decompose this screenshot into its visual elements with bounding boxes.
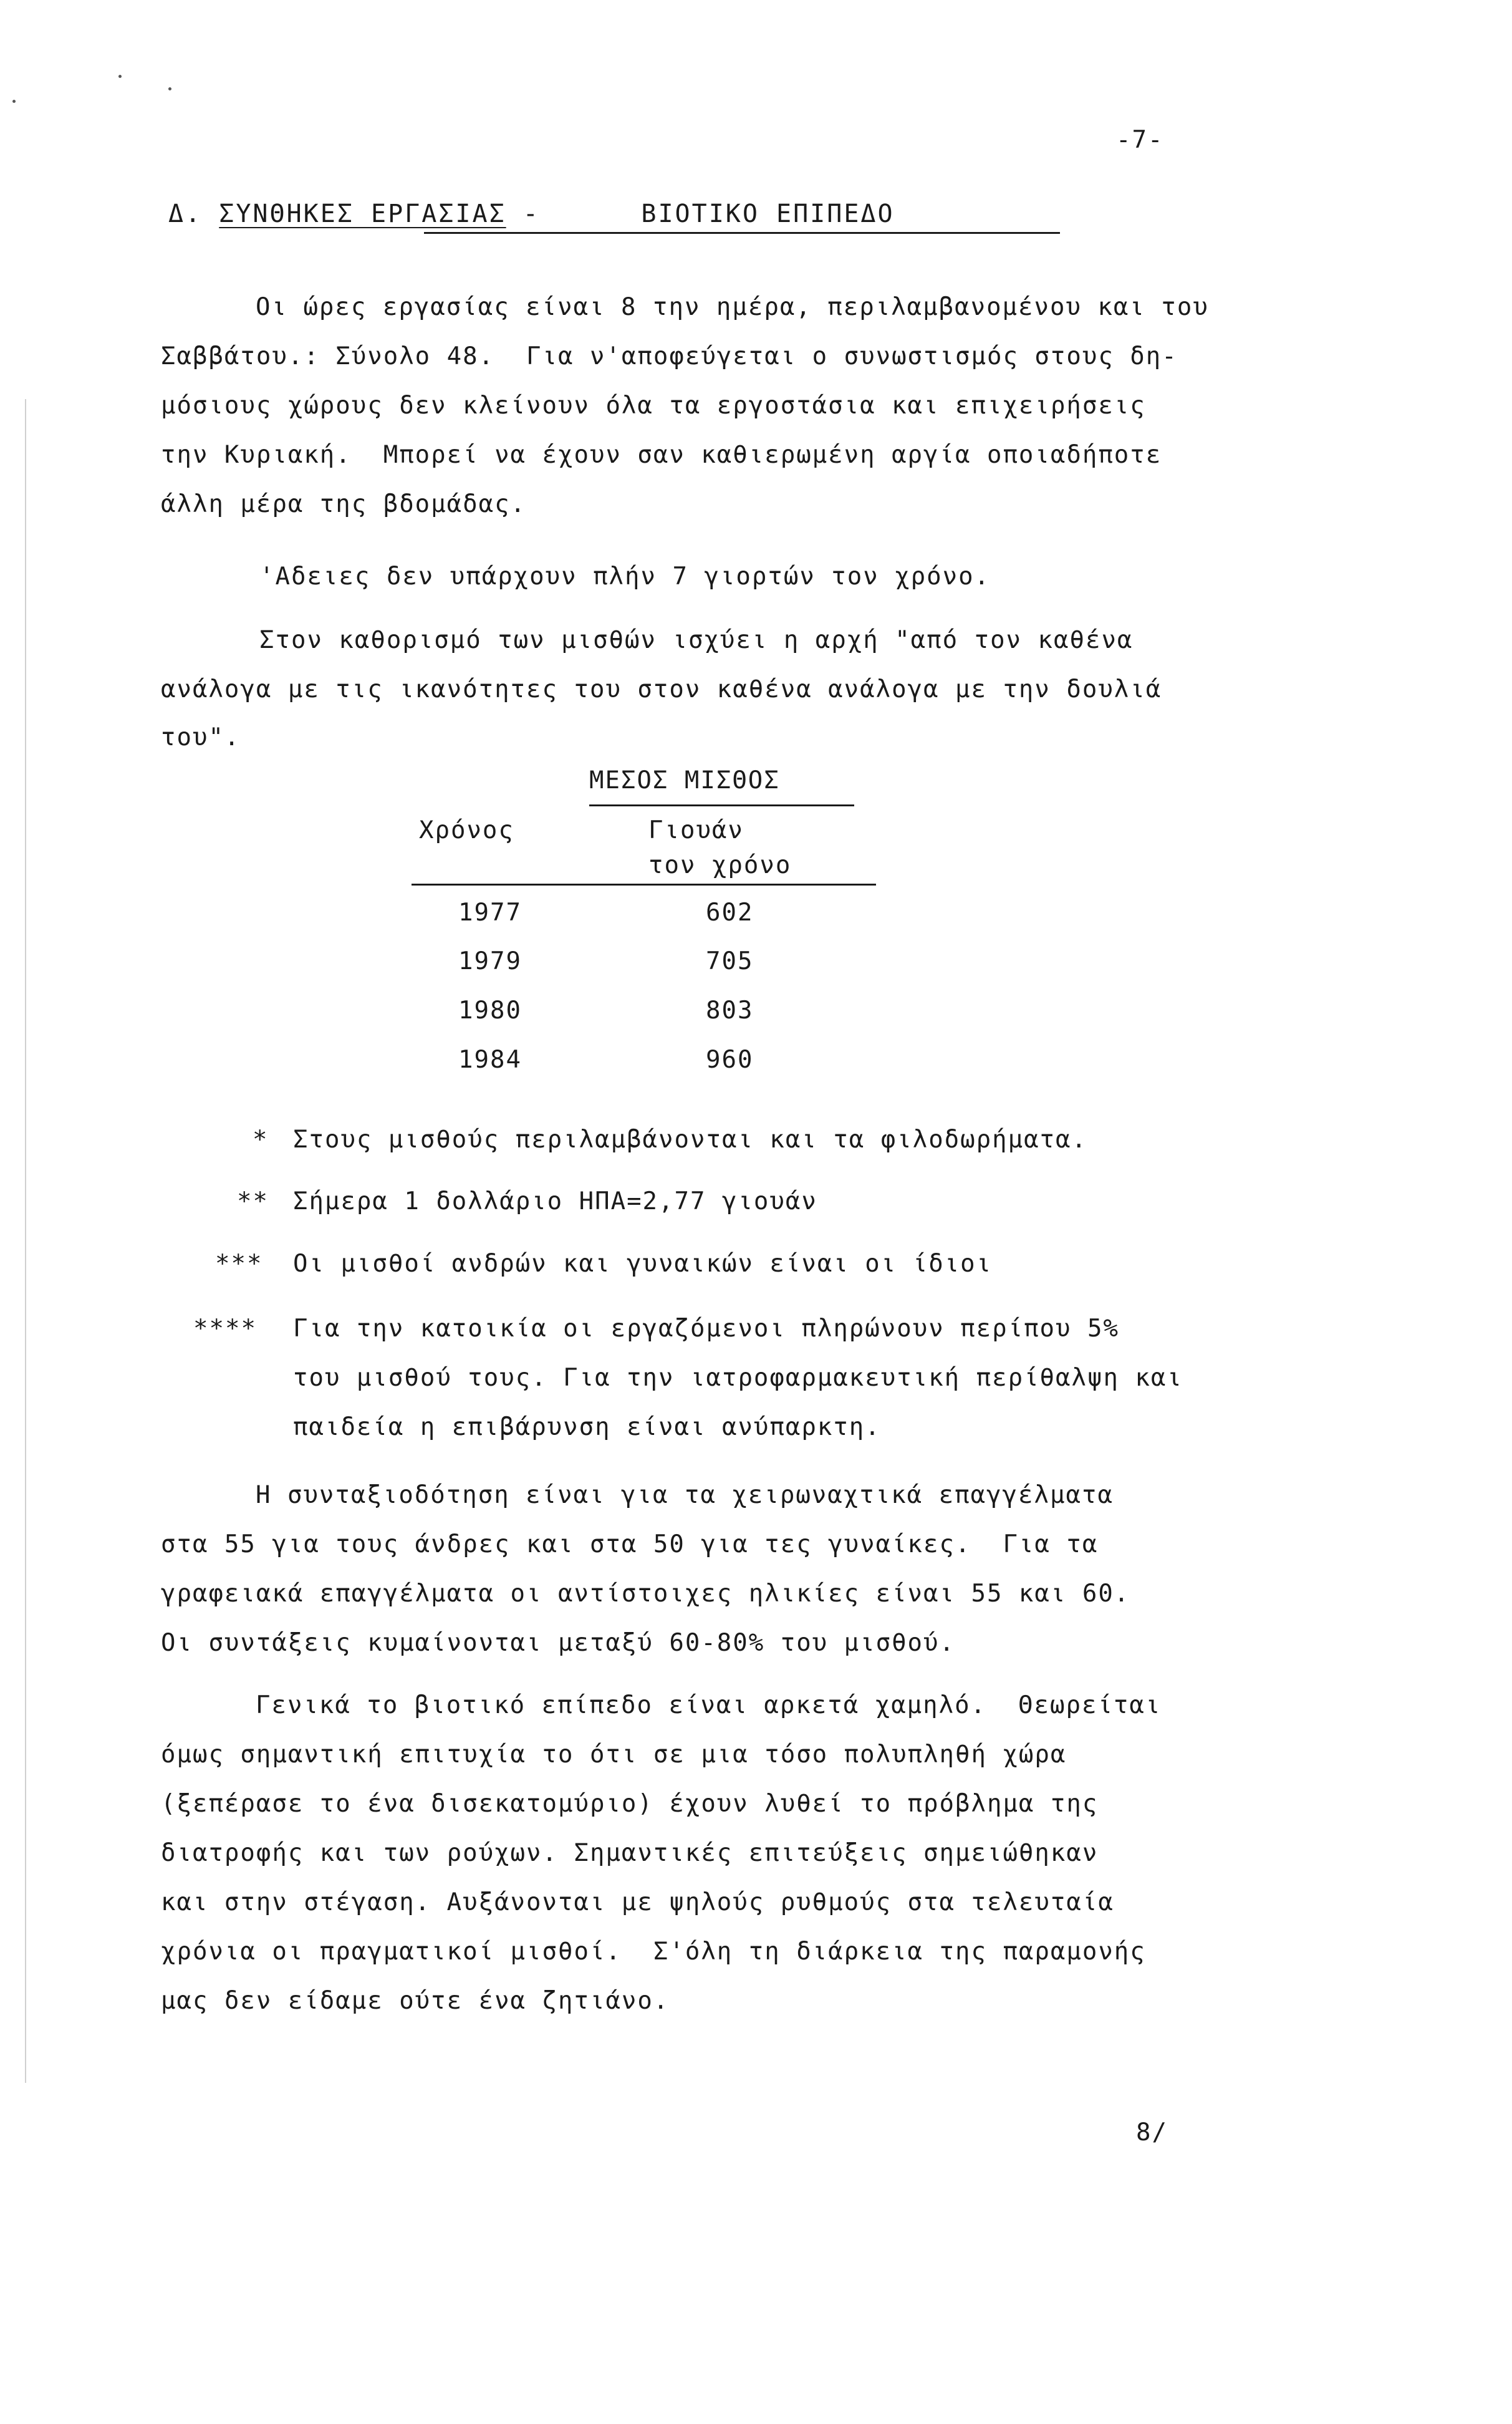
table-cell-value: 705 <box>706 947 754 975</box>
paragraph-line: του". <box>161 723 241 751</box>
paragraph-line: και στην στέγαση. Αυξάνονται με ψηλούς ρυθμούς στα τελευταία <box>161 1888 1114 1916</box>
section-heading <box>168 200 895 228</box>
section-title: ΣΥΝΘΗΚΕΣ ΕΡΓΑΣΙΑΣ <box>219 200 506 228</box>
paragraph-line: μας δεν είδαμε ούτε ένα ζητιάνο. <box>161 1987 670 2015</box>
paragraph-line: στα 55 για τους άνδρες και στα 50 για τες γυναίκες. Για τα <box>161 1530 1099 1558</box>
table-cell-year: 1979 <box>458 947 522 975</box>
scan-speck <box>118 75 122 78</box>
section-letter: Δ. <box>168 200 203 228</box>
paragraph-line: Η συνταξιοδότηση είναι για τα χειρωναχτικά επαγγέλματα <box>256 1481 1114 1509</box>
table-cell-year: 1984 <box>458 1046 522 1074</box>
paragraph-line: μόσιους χώρους δεν κλείνουν όλα τα εργοστάσια και επιχειρήσεις <box>161 392 1146 420</box>
scan-speck <box>168 87 171 90</box>
table-cell-value: 960 <box>706 1046 754 1074</box>
section-subtitle: ΒΙΟΤΙΚΟ ΕΠΙΠΕΔΟ <box>641 200 895 228</box>
paragraph-line: Οι συντάξεις κυμαίνονται μεταξύ 60-80% του μισθού. <box>161 1629 955 1657</box>
paragraph-line: την Κυριακή. Μπορεί να έχουν σαν καθιερωμένη αργία οποιαδήποτε <box>161 441 1162 469</box>
table-header-rule <box>412 884 876 886</box>
heading-dash: - <box>522 200 540 228</box>
paragraph-line: Στον καθορισμό των μισθών ισχύει η αρχή "από τον καθένα <box>259 626 1134 654</box>
paragraph-line: γραφειακά επαγγέλματα οι αντίστοιχες ηλικίες είναι 55 και 60. <box>161 1580 1130 1608</box>
table-cell-value: 803 <box>706 997 754 1025</box>
paragraph-line: Σαββάτου.: Σύνολο 48. Για ν'αποφεύγεται ο συνωστισμός στους δη- <box>161 342 1178 370</box>
paragraph-line: 'Αδειες δεν υπάρχουν πλήν 7 γιορτών τον χρόνο. <box>259 563 991 591</box>
column-header-year: Χρόνος <box>419 816 514 844</box>
footnote-text: Οι μισθοί ανδρών και γυναικών είναι οι ίδιοι <box>293 1250 993 1278</box>
table-title: ΜΕΣΟΣ ΜΙΣΘΟΣ <box>589 766 780 794</box>
heading-underline <box>424 232 1060 234</box>
paragraph-line: Οι ώρες εργασίας είναι 8 την ημέρα, περιλαμβανομένου και του <box>256 293 1209 321</box>
next-page-marker: 8/ <box>1136 2118 1168 2146</box>
footnote-mark: * <box>253 1126 269 1154</box>
page-number: -7- <box>1116 126 1164 154</box>
table-cell-year: 1980 <box>458 997 522 1025</box>
footnote-text: Στους μισθούς περιλαμβάνονται και τα φιλοδωρήματα. <box>293 1126 1087 1154</box>
paragraph-line: χρόνια οι πραγματικοί μισθοί. Σ'όλη τη διάρκεια της παραμονής <box>161 1938 1146 1966</box>
footnote-text: Για την κατοικία οι εργαζόμενοι πληρώνουν περίπου 5% <box>293 1315 1119 1343</box>
scan-margin-line <box>25 399 26 2083</box>
scan-speck <box>12 100 16 103</box>
column-header-yuan: Γιουάν <box>648 816 744 844</box>
footnote-mark: ** <box>237 1187 269 1215</box>
column-header-per-year: τον χρόνο <box>648 851 792 879</box>
table-title-underline <box>589 804 854 806</box>
paragraph-line: Γενικά το βιοτικό επίπεδο είναι αρκετά χαμηλό. Θεωρείται <box>256 1691 1162 1719</box>
paragraph-line: άλλη μέρα της βδομάδας. <box>161 490 527 518</box>
footnote-text: του μισθού τους. Για την ιατροφαρμακευτική περίθαλψη και <box>293 1364 1183 1392</box>
footnote-text: Σήμερα 1 δολλάριο ΗΠΑ=2,77 γιουάν <box>293 1187 817 1215</box>
footnote-mark: *** <box>215 1250 263 1278</box>
table-cell-year: 1977 <box>458 899 522 927</box>
footnote-text: παιδεία η επιβάρυνση είναι ανύπαρκτη. <box>293 1413 881 1441</box>
table-cell-value: 602 <box>706 899 754 927</box>
footnote-mark: **** <box>193 1315 257 1343</box>
paragraph-line: (ξεπέρασε το ένα δισεκατομύριο) έχουν λυθεί το πρόβλημα της <box>161 1790 1099 1818</box>
paragraph-line: ανάλογα με τις ικανότητες του στον καθένα ανάλογα με την δουλιά <box>161 675 1162 703</box>
paragraph-line: όμως σημαντική επιτυχία το ότι σε μια τόσο πολυπληθή χώρα <box>161 1741 1067 1769</box>
paragraph-line: διατροφής και των ρούχων. Σημαντικές επιτεύξεις σημειώθηκαν <box>161 1839 1099 1867</box>
